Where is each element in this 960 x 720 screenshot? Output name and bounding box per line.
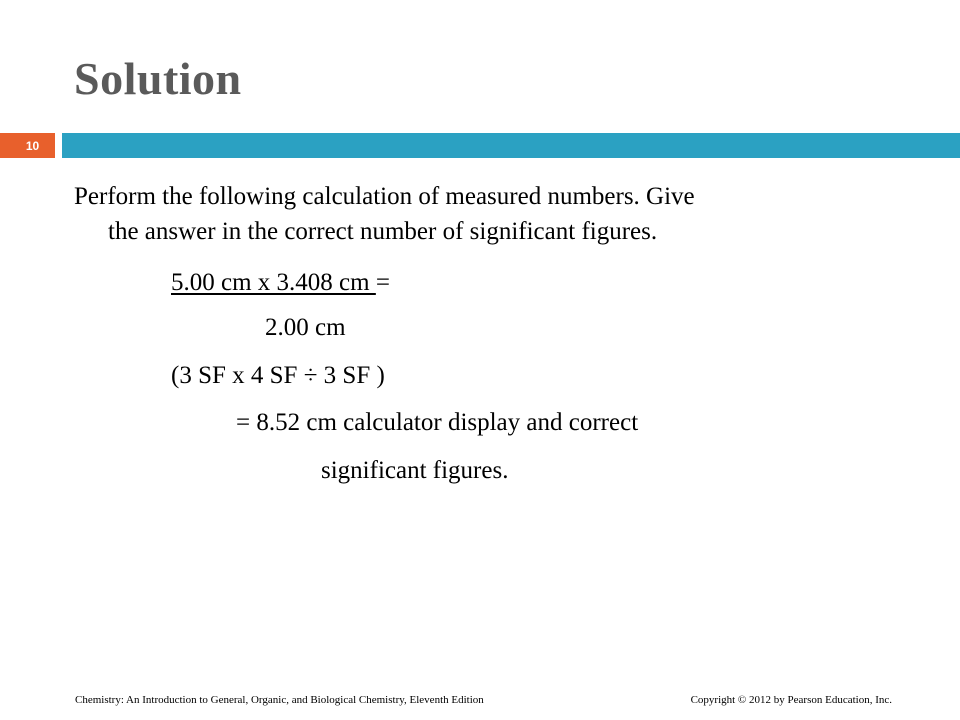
instruction-line-2: the answer in the correct number of significant figures. xyxy=(108,218,658,245)
result-line-2: significant figures. xyxy=(321,457,509,484)
title-divider-bar xyxy=(62,133,960,158)
slide-title: Solution xyxy=(74,53,242,104)
result-line: = 8.52 cm calculator display and correct xyxy=(236,409,639,436)
footer-copyright: Copyright © 2012 by Pearson Education, Inc. xyxy=(690,694,892,706)
denominator: 2.00 cm xyxy=(265,314,346,341)
slide-number: 10 xyxy=(0,133,55,158)
instruction-line-1: Perform the following calculation of measured numbers. Give xyxy=(74,183,695,210)
equals-sign: = xyxy=(375,269,390,296)
numerator: 5.00 cm x 3.408 cm xyxy=(171,269,376,296)
numerator-line xyxy=(171,268,390,298)
footer-textbook: Chemistry: An Introduction to General, Organic, and Biological Chemistry, Eleventh Edition xyxy=(75,694,484,706)
sig-fig-line: (3 SF x 4 SF ÷ 3 SF ) xyxy=(171,362,385,389)
